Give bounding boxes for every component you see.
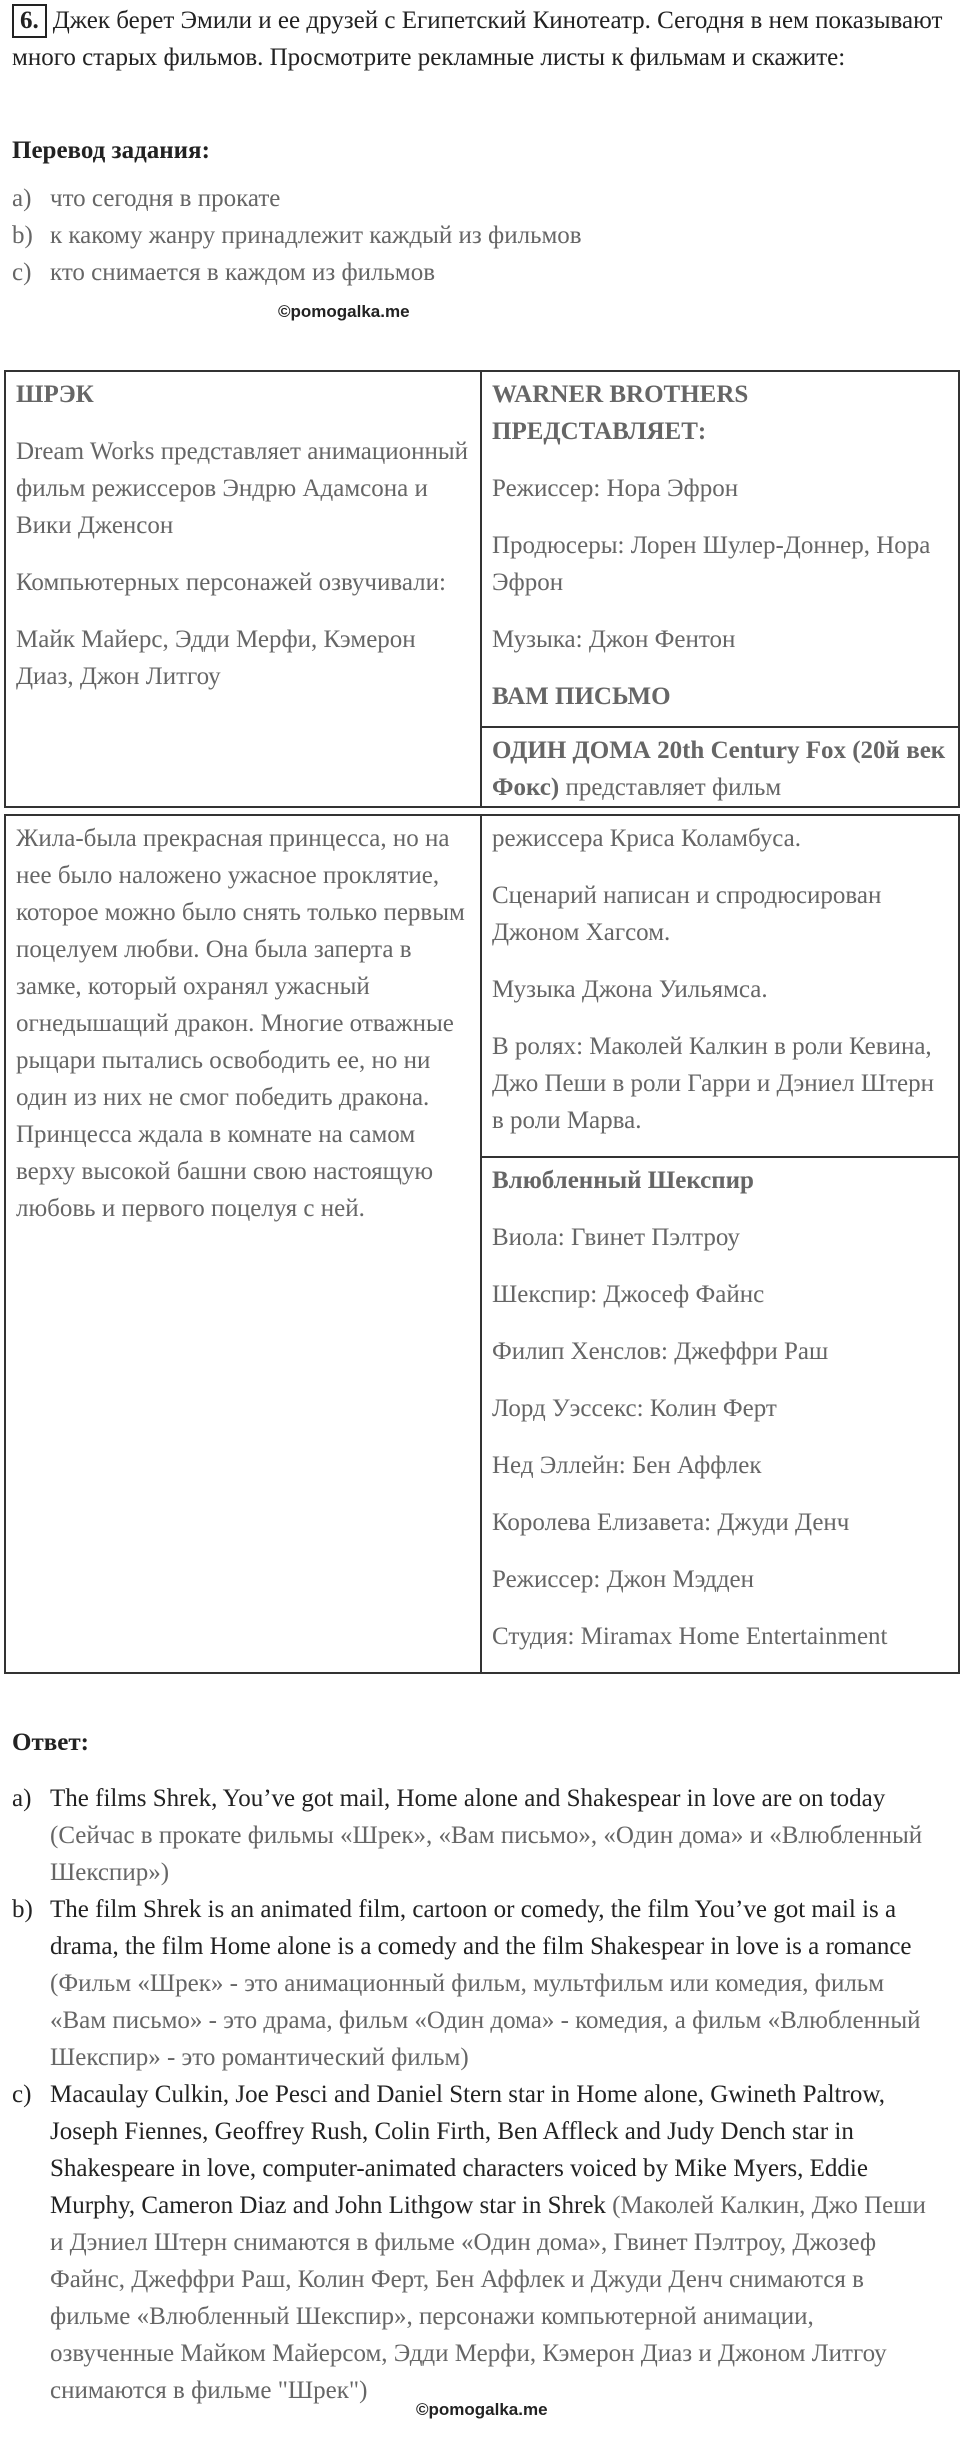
translation-heading: Перевод задания: [12,137,210,164]
answer-heading: Ответ: [12,1729,89,1756]
watermark-top: ©pomogalka.me [278,302,410,321]
posters-table-bottom [4,814,960,1674]
role-line: Королева Елизавета: Джуди Денч [492,1509,850,1536]
poster-title: Влюбленный Шекспир [492,1167,754,1194]
poster-home-header: ОДИН ДОМА 20th Century Fox (20й век Фокс) представляет фильм [481,727,959,807]
answer-list [12,1780,942,2409]
role-line: Лорд Уэссекс: Колин Ферт [492,1395,777,1422]
role-line: Шекспир: Джосеф Файнс [492,1281,765,1308]
watermark-bottom: ©pomogalka.me [416,2400,548,2419]
poster-title: ОДИН ДОМА 20th Century Fox (20й век Фокс) [492,737,946,801]
list-item: b) к какому жанру принадлежит каждый из фильмов [12,222,582,249]
poster-mail: WARNER BROTHERS ПРЕДСТАВЛЯЕТ: Режиссер: Нора Эфрон Продюсеры: Лорен Шулер-Доннер, Нора Эфрон Музыка: Джон Фентон ВАМ ПИСЬМО [481,371,959,727]
poster-title: ШРЭК [16,381,94,408]
task-intro [12,2,952,76]
list-item: c) кто снимается в каждом из фильмов [12,259,436,286]
poster-shrek: ШРЭК Dream Works представляет анимационный фильм режиссеров Эндрю Адамсона и Вики Дженсон Компьютерных персонажей озвучивали: Майк Майерс, Эдди Мерфи, Кэмерон Диаз, Джон Литгоу [5,371,481,807]
task-text: Джек берет Эмили и ее друзей с Египетский Кинотеатр. Сегодня в нем показывают много старых фильмов. Просмотрите рекламные листы к фильмам и скажите: [12,7,943,71]
poster-shakespeare [481,1157,959,1673]
role-line: Виола: Гвинет Пэлтроу [492,1224,740,1251]
role-line: Режиссер: Джон Мэдден [492,1566,755,1593]
poster-home: режиссера Криса Коламбуса. Сценарий написан и спродюсирован Джоном Хагсом. Музыка Джона Уильямса. В ролях: Маколей Калкин в роли Кевина, Джо Пеши в роли Гарри и Дэниел Штерн в роли Марва. [481,815,959,1157]
poster-title: WARNER BROTHERS ПРЕДСТАВЛЯЕТ: [492,381,749,445]
role-line: Филип Хенслов: Джеффри Раш [492,1338,829,1365]
poster-shrek-story: Жила-была прекрасная принцесса, но на нее было наложено ужасное проклятие, которое можно было снять только первым поцелуем любви. Она была заперта в замке, который охранял ужасный огнедышащий дракон. Многие отважные рыцари пытались освободить ее, но ни один из них не смог победить дракона. Принцесса ждала в комнате на самом верху высокой башни свою настоящую любовь и первого поцелуя с ней. [5,815,481,1673]
poster-name: ВАМ ПИСЬМО [492,683,671,710]
list-item: b) The film Shrek is an animated film, cartoon or comedy, the film You’ve got mail is a drama, the film Home alone is a comedy and the film Shakespear in love is a romance (Фильм «Шрек» - это анимационный фильм, мультфильм или комедия, фильм «Вам письмо» - это драма, фильм «Один дома» - комедия, а фильм «Влюбленный Шекспир» - это романтический фильм) [12,1896,921,2071]
task-number: 6. [12,4,47,38]
posters-table-top [4,370,960,808]
role-line: Студия: Miramax Home Entertainment [492,1623,888,1650]
list-item: a) The films Shrek, You’ve got mail, Home alone and Shakespear in love are on today (Сейчас в прокате фильмы «Шрек», «Вам письмо», «Один дома» и «Влюбленный Шекспир») [12,1785,923,1886]
list-item: a) что сегодня в прокате [12,185,281,212]
list-item: c) Macaulay Culkin, Joe Pesci and Daniel Stern star in Home alone, Gwineth Paltrow, Joseph Fiennes, Geoffrey Rush, Colin Firth, Ben Affleck and Judy Dench star in Shakespeare in love, computer-animated characters voiced by Mike Myers, Eddie Murphy, Cameron Diaz and John Lithgow star in Shrek (Маколей Калкин, Джо Пеши и Дэниел Штерн снимаются в фильме «Один дома», Гвинет Пэлтроу, Джозеф Файнс, Джеффри Раш, Колин Ферт, Бен Аффлек и Джуди Денч снимаются в фильме «Влюбленный Шекспир», персонажи компьютерной анимации, озвученные Майком Майерсом, Эдди Мерфи, Кэмерон Диаз и Джоном Литгоу снимаются в фильме "Шрек") [12,2081,926,2404]
role-line: Нед Эллейн: Бен Аффлек [492,1452,762,1479]
translation-list [12,180,942,291]
